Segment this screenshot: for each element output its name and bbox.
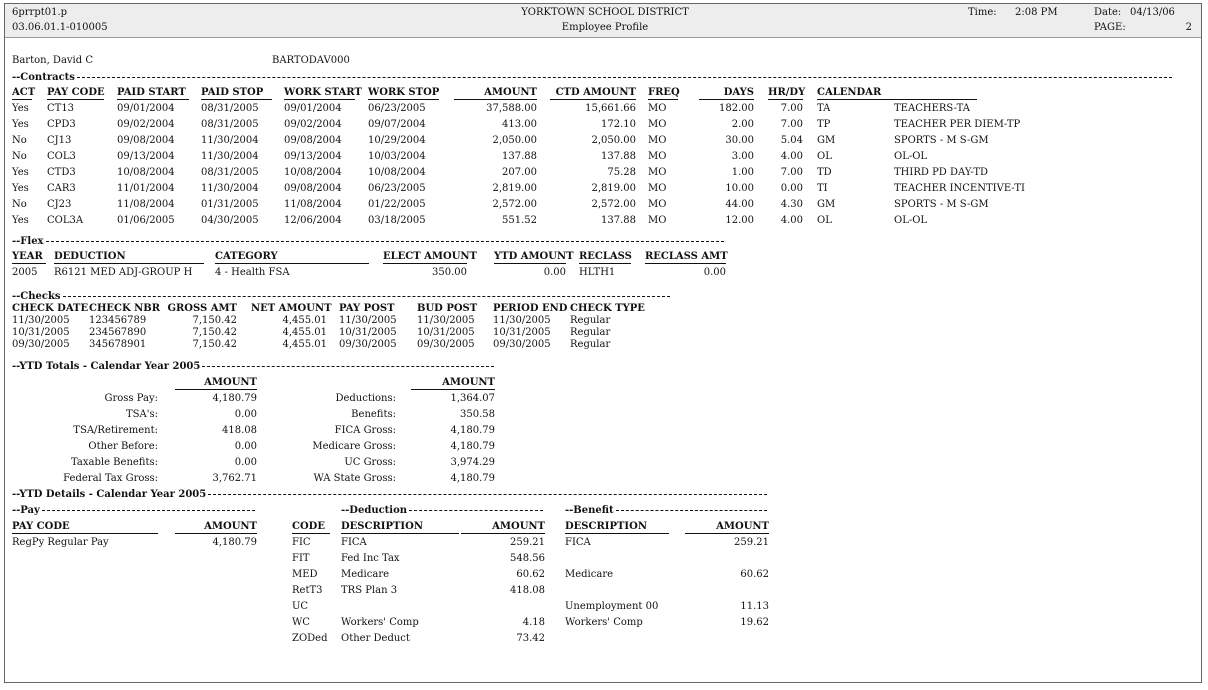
checks-col-header: CHECK DATE [12,303,89,314]
contract-row-cell: 10/08/2004 [368,167,426,178]
check-row-cell: 11/30/2005 [339,315,397,326]
check-row-cell: 10/31/2005 [417,327,475,338]
reclass-header: RECLASS [579,251,632,262]
deduction-subsection-label: --Deduction [341,505,408,515]
contract-row-cell: 09/08/2004 [284,183,342,194]
ytd-amount-header: YTD AMOUNT [494,251,574,262]
year-header: YEAR [12,251,46,264]
ytd-left-amount: 0.00 [234,457,257,468]
benefit-subsection-label: --Benefit [565,505,614,515]
contract-row-cell: 4.00 [780,215,803,226]
contract-row-cell: 09/07/2004 [368,119,426,130]
ytd-right-amount: 1,364.07 [450,393,495,404]
benefit-subsection [565,505,769,515]
contract-row-cell: 10/08/2004 [117,167,175,178]
contract-row-cell: TD [817,167,832,178]
contract-row-cell: 2.00 [731,119,754,130]
contract-row-cell: 30.00 [725,135,754,146]
date-label: Date: [1094,7,1122,18]
district-name: YORKTOWN SCHOOL DISTRICT [521,7,689,18]
benefit-row-description: Medicare [565,569,614,580]
ytd-left-label: Other Before: [88,441,158,452]
contract-row-cell: MO [648,103,667,114]
amount-header: AMOUNT [454,87,537,100]
contract-row-cell: CPD3 [47,119,76,130]
check-row-cell: 7,150.42 [192,315,237,326]
contract-row-cell: 137.88 [502,151,537,162]
deduction-row-code: UC [292,601,309,612]
flex-section [12,236,726,246]
contracts-section [12,72,1174,82]
deduction-row-description: Workers' Comp [341,617,419,628]
flex-row-cell: 4 - Health FSA [215,267,290,278]
contract-row-cell: 7.00 [780,167,803,178]
ytd-totals-section [12,361,496,371]
benefit-subsection-rule [616,510,767,511]
deduction-row-description: Medicare [341,569,390,580]
check-row-cell: 11/30/2005 [12,315,70,326]
contract-row-cell: 12.00 [725,215,754,226]
contract-row-cell: 09/01/2004 [284,103,342,114]
deduction-row-description: FICA [341,537,367,548]
checks-section [12,291,672,301]
contract-row-cell: 2,050.00 [492,135,537,146]
contract-row-cell: TEACHERS-TA [894,103,970,114]
contract-row-cell: 413.00 [502,119,537,130]
pay-code-header: PAY CODE [12,521,158,534]
contract-row-cell: 75.28 [607,167,636,178]
deduction-row-code: FIC [292,537,311,548]
deduction-row-description: TRS Plan 3 [341,585,398,596]
contract-row-cell: 08/31/2005 [201,119,259,130]
date-value: 04/13/06 [1130,7,1175,18]
contract-row-cell: 3.00 [731,151,754,162]
contract-row-cell: CJ13 [47,135,72,146]
contract-row-cell: 03/18/2005 [368,215,426,226]
checks-section-label: --Checks [12,291,61,301]
deduction-amount-header: AMOUNT [461,521,545,534]
flex-section-rule [46,241,724,242]
contract-row-cell: 2,572.00 [591,199,636,210]
ytd-right-amount: 4,180.79 [450,473,495,484]
pay-code-header: PAY CODE [47,87,105,98]
deduction-header: DEDUCTION [54,251,204,264]
contract-row-cell: 09/13/2004 [284,151,342,162]
employee-id: BARTODAV000 [272,55,350,66]
benefit-row-amount: 11.13 [740,601,769,612]
contract-row-cell: 2,050.00 [591,135,636,146]
ytd-left-amount: 418.08 [222,425,257,436]
contract-row-cell: TI [817,183,828,194]
paid-start-header: PAID START [117,87,189,100]
deduction-subsection [341,505,545,515]
ytd-right-amount: 3,974.29 [450,457,495,468]
contract-row-cell: 09/01/2004 [117,103,175,114]
ytd-details-section [12,489,769,499]
ytd-details-section-rule [208,494,767,495]
ytd-right-amount: 350.58 [460,409,495,420]
contract-row-cell: 10/29/2004 [368,135,426,146]
contracts-section-label: --Contracts [12,72,75,82]
contract-row-cell: 06/23/2005 [368,183,426,194]
program-name: 6prrpt01.p [12,7,68,18]
contract-row-cell: 172.10 [601,119,636,130]
contract-row-cell: 5.04 [780,135,803,146]
contract-row-cell: 11/08/2004 [117,199,175,210]
check-row-cell: 09/30/2005 [417,339,475,350]
deduction-row-amount: 259.21 [510,537,545,548]
contract-row-cell: 182.00 [719,103,754,114]
deduction-subsection-rule [409,510,543,511]
contract-row-cell: MO [648,183,667,194]
days-header: DAYS [699,87,754,100]
check-row-cell: 234567890 [89,327,147,338]
ytd-totals-section-rule [202,366,494,367]
contract-row-cell: 7.00 [780,103,803,114]
ytd-left-amount: 0.00 [234,409,257,420]
ytd-left-label: Federal Tax Gross: [63,473,158,484]
report-code: 03.06.01.1-010005 [12,22,108,33]
work-stop-header: WORK STOP [368,87,440,98]
contract-row-cell: GM [817,135,836,146]
contract-row-cell: MO [648,135,667,146]
contract-row-cell: 08/31/2005 [201,167,259,178]
flex-row-cell: 0.00 [703,267,726,278]
checks-col-header: BUD POST [417,303,478,314]
contract-row-cell: 11/08/2004 [284,199,342,210]
deduction-row-amount: 548.56 [510,553,545,564]
benefit-row-amount: 60.62 [740,569,769,580]
contract-row-cell: 2,572.00 [492,199,537,210]
calendar-header: CALENDAR [817,87,977,100]
check-row-cell: 09/30/2005 [339,339,397,350]
flex-row-cell: 2005 [12,267,38,278]
contract-row-cell: 09/02/2004 [117,119,175,130]
employee-name: Barton, David C [12,55,93,66]
ytd-right-label: Medicare Gross: [312,441,396,452]
contract-row-cell: 0.00 [780,183,803,194]
ytd-left-label: TSA's: [126,409,158,420]
act-header: ACT [12,87,36,98]
contract-row-cell: No [12,199,27,210]
contract-row-cell: 01/31/2005 [201,199,259,210]
contract-row-cell: 09/08/2004 [284,135,342,146]
pay-subsection-rule [42,510,255,511]
ytd-right-label: UC Gross: [344,457,396,468]
contract-row-cell: TEACHER PER DIEM-TP [894,119,1021,130]
contract-row-cell: 04/30/2005 [201,215,259,226]
ytd-right-label: Benefits: [351,409,396,420]
deduction-code-header: CODE [292,521,330,534]
contract-row-cell: 37,588.00 [486,103,537,114]
benefit-row-description: Unemployment 00 [565,601,659,612]
contract-row-cell: CTD3 [47,167,76,178]
benefit-row-amount: 259.21 [734,537,769,548]
flex-row-cell: 0.00 [543,267,566,278]
time-value: 2:08 PM [1015,7,1058,18]
contract-row-cell: OL [817,151,832,162]
deduction-row-amount: 4.18 [522,617,545,628]
check-row-cell: 345678901 [89,339,147,350]
contract-row-cell: COL3 [47,151,76,162]
ytd-left-amount: 0.00 [234,441,257,452]
flex-section-label: --Flex [12,236,44,246]
ytd-left-amount: 3,762.71 [212,473,257,484]
contract-row-cell: No [12,151,27,162]
ytd-right-amount-header: AMOUNT [411,377,495,390]
check-row-cell: 4,455.01 [282,327,327,338]
ytd-left-label: Taxable Benefits: [71,457,158,468]
ytd-totals-section-label: --YTD Totals - Calendar Year 2005 [12,361,201,371]
reclass-amt-header: RECLASS AMT [645,251,728,262]
contract-row-cell: Yes [12,183,29,194]
contract-row-cell: 08/31/2005 [201,103,259,114]
deduction-row-amount: 73.42 [516,633,545,644]
benefit-row-description: FICA [565,537,591,548]
contract-row-cell: 2,819.00 [492,183,537,194]
pay-row-amount: 4,180.79 [212,537,257,548]
benefit-description-header: DESCRIPTION [565,521,669,534]
work-start-header: WORK START [284,87,362,98]
contract-row-cell: 44.00 [725,199,754,210]
contract-row-cell: 09/08/2004 [117,135,175,146]
check-row-cell: 09/30/2005 [493,339,551,350]
ytd-right-label: FICA Gross: [334,425,396,436]
deduction-row-code: RetT3 [292,585,323,596]
flex-row-cell: R6121 MED ADJ-GROUP H [54,267,193,278]
deduction-row-description: Fed Inc Tax [341,553,400,564]
report-title: Employee Profile [561,22,649,33]
deduction-row-amount: 418.08 [510,585,545,596]
check-row-cell: Regular [570,339,611,350]
pay-amount-header: AMOUNT [175,521,257,534]
hr-dy-header: HR/DY [768,87,806,98]
contract-row-cell: 2,819.00 [591,183,636,194]
deduction-row-code: FIT [292,553,310,564]
benefit-row-amount: 19.62 [740,617,769,628]
check-row-cell: Regular [570,315,611,326]
contract-row-cell: OL [817,215,832,226]
benefit-amount-header: AMOUNT [685,521,769,534]
contract-row-cell: 09/02/2004 [284,119,342,130]
contract-row-cell: 10/08/2004 [284,167,342,178]
checks-col-header: PAY POST [339,303,395,314]
deduction-row-code: ZODed [292,633,328,644]
contract-row-cell: MO [648,167,667,178]
deduction-description-header: DESCRIPTION [341,521,459,534]
contract-row-cell: 551.52 [502,215,537,226]
ytd-right-amount: 4,180.79 [450,441,495,452]
check-row-cell: 7,150.42 [192,339,237,350]
contract-row-cell: 207.00 [502,167,537,178]
ytd-left-label: TSA/Retirement: [73,425,158,436]
contract-row-cell: 4.30 [780,199,803,210]
deduction-row-amount: 60.62 [516,569,545,580]
contract-row-cell: 4.00 [780,151,803,162]
contract-row-cell: No [12,135,27,146]
time-label: Time: [968,7,997,18]
contract-row-cell: 01/22/2005 [368,199,426,210]
check-row-cell: 11/30/2005 [493,315,551,326]
pay-subsection [12,505,257,515]
contract-row-cell: 11/30/2004 [201,183,259,194]
contract-row-cell: 11/01/2004 [117,183,175,194]
report-page [4,3,1202,683]
contract-row-cell: 09/13/2004 [117,151,175,162]
checks-section-rule [63,296,670,297]
contract-row-cell: Yes [12,119,29,130]
contract-row-cell: Yes [12,103,29,114]
deduction-row-description: Other Deduct [341,633,410,644]
check-row-cell: 09/30/2005 [12,339,70,350]
contract-row-cell: TA [817,103,831,114]
flex-row-cell: HLTH1 [579,267,616,278]
paid-stop-header: PAID STOP [201,87,272,100]
contract-row-cell: 10.00 [725,183,754,194]
ytd-right-label: WA State Gross: [313,473,396,484]
ctd-amount-header: CTD AMOUNT [550,87,636,100]
freq-header: FREQ [648,87,680,98]
ytd-details-section-label: --YTD Details - Calendar Year 2005 [12,489,207,499]
check-row-cell: Regular [570,327,611,338]
check-row-cell: 10/31/2005 [339,327,397,338]
contract-row-cell: MO [648,215,667,226]
contract-row-cell: CJ23 [47,199,72,210]
check-row-cell: 10/31/2005 [12,327,70,338]
contract-row-cell: 12/06/2004 [284,215,342,226]
ytd-right-label: Deductions: [335,393,396,404]
checks-col-header: GROSS AMT [167,303,237,314]
contract-row-cell: TEACHER INCENTIVE-TI [894,183,1025,194]
contract-row-cell: 10/03/2004 [368,151,426,162]
contract-row-cell: MO [648,151,667,162]
contract-row-cell: OL-OL [894,151,928,162]
contract-row-cell: COL3A [47,215,84,226]
contract-row-cell: CT13 [47,103,75,114]
check-row-cell: 123456789 [89,315,147,326]
checks-col-header: CHECK NBR [89,303,161,314]
contract-row-cell: 11/30/2004 [201,151,259,162]
page-label: PAGE: [1094,22,1126,33]
contract-row-cell: GM [817,199,836,210]
category-header: CATEGORY [215,251,369,264]
contract-row-cell: SPORTS - M S-GM [894,199,989,210]
contract-row-cell: MO [648,119,667,130]
ytd-left-amount: 4,180.79 [212,393,257,404]
check-row-cell: 11/30/2005 [417,315,475,326]
check-row-cell: 4,455.01 [282,339,327,350]
ytd-right-amount: 4,180.79 [450,425,495,436]
flex-row-cell: 350.00 [432,267,467,278]
contracts-section-rule [77,77,1172,78]
contract-row-cell: Yes [12,167,29,178]
pay-row-code: RegPy Regular Pay [12,537,109,548]
ytd-left-amount-header: AMOUNT [175,377,257,390]
contract-row-cell: 06/23/2005 [368,103,426,114]
page-number: 2 [1185,22,1192,33]
contract-row-cell: CAR3 [47,183,76,194]
contract-row-cell: OL-OL [894,215,928,226]
checks-col-header: PERIOD END [493,303,568,314]
contract-row-cell: 7.00 [780,119,803,130]
elect-amount-header: ELECT AMOUNT [383,251,477,262]
benefit-row-description: Workers' Comp [565,617,643,628]
contract-row-cell: 137.88 [601,151,636,162]
check-row-cell: 4,455.01 [282,315,327,326]
deduction-row-code: WC [292,617,310,628]
contract-row-cell: 137.88 [601,215,636,226]
check-row-cell: 10/31/2005 [493,327,551,338]
contract-row-cell: 1.00 [731,167,754,178]
contract-row-cell: MO [648,199,667,210]
contract-row-cell: SPORTS - M S-GM [894,135,989,146]
pay-subsection-label: --Pay [12,505,40,515]
check-row-cell: 7,150.42 [192,327,237,338]
contract-row-cell: 11/30/2004 [201,135,259,146]
deduction-row-code: MED [292,569,318,580]
contract-row-cell: 15,661.66 [585,103,636,114]
contract-row-cell: THIRD PD DAY-TD [894,167,989,178]
contract-row-cell: 01/06/2005 [117,215,175,226]
contract-row-cell: TP [817,119,831,130]
contract-row-cell: Yes [12,215,29,226]
checks-col-header: NET AMOUNT [251,303,332,314]
checks-col-header: CHECK TYPE [570,303,645,314]
ytd-left-label: Gross Pay: [104,393,158,404]
